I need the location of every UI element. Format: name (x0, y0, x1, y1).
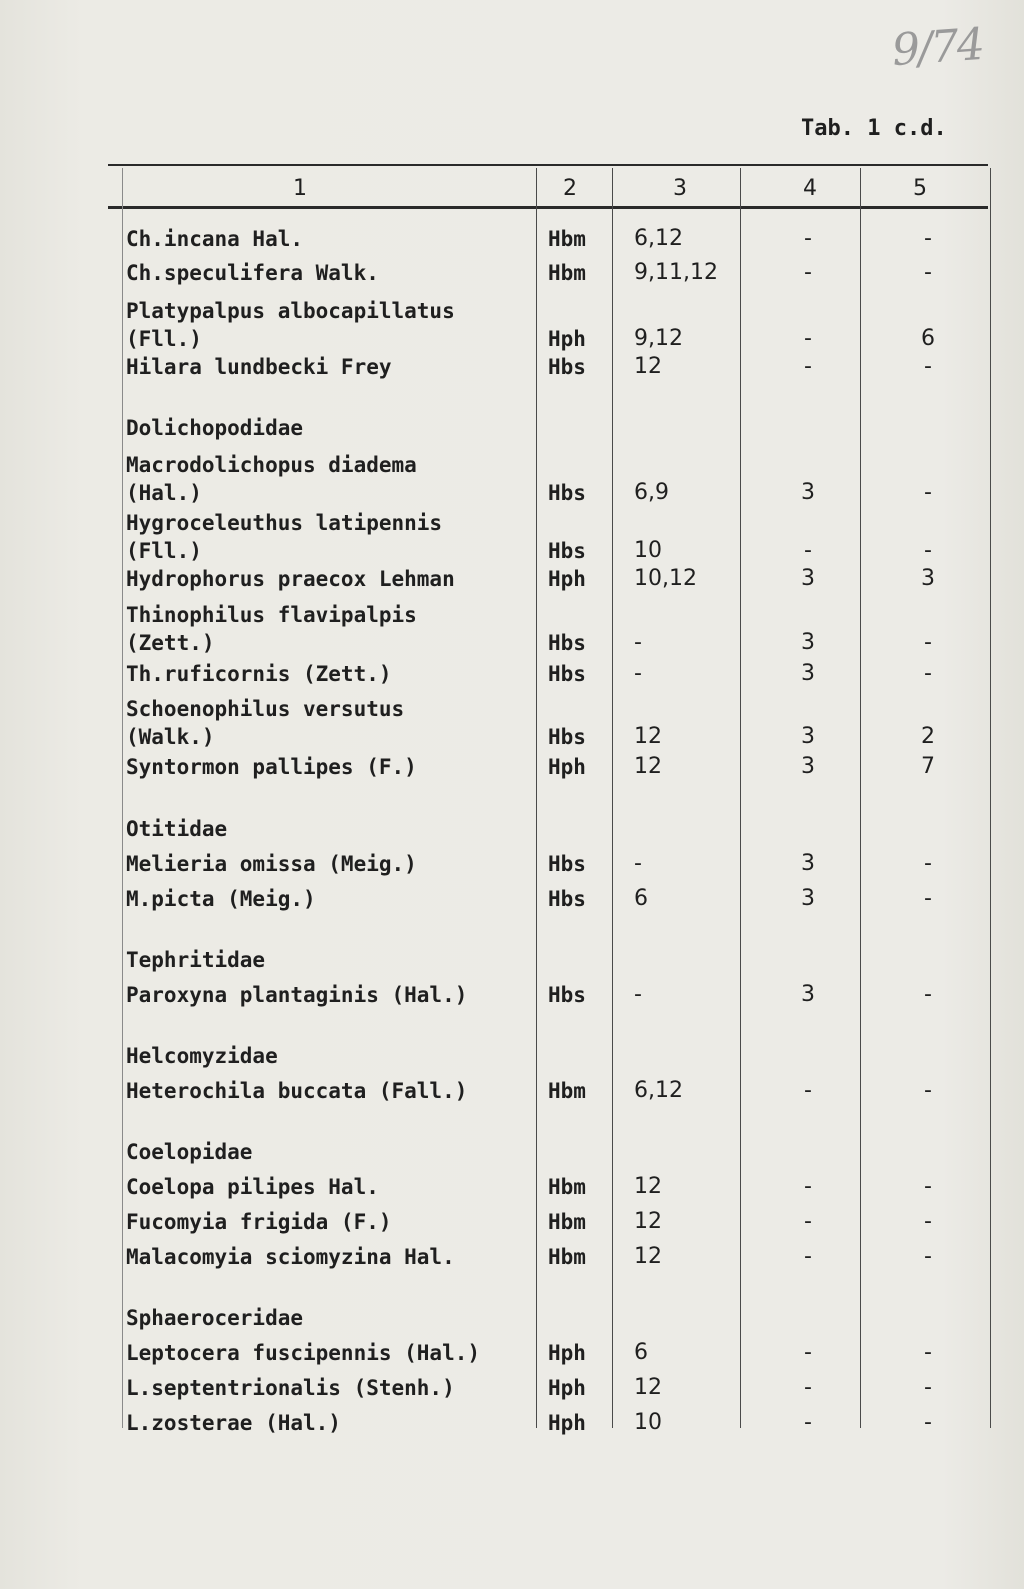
species-name: Thinophilus flavipalpis (126, 603, 417, 627)
column-5-value: 3 (921, 566, 935, 591)
months-value: 6 (634, 886, 648, 911)
family-heading: Helcomyzidae (126, 1044, 278, 1068)
column-5-value: - (924, 1209, 932, 1234)
column-header-1: 1 (293, 176, 307, 201)
column-4-value: - (804, 538, 812, 563)
column-4-value: 3 (801, 661, 815, 686)
column-4-value: - (804, 326, 812, 351)
species-name: Hygroceleuthus latipennis (126, 511, 443, 535)
species-name: Th.ruficornis (Zett.) (126, 662, 392, 686)
species-name: M.picta (Meig.) (126, 887, 316, 911)
column-4-value: 3 (801, 724, 815, 749)
column-5-value: - (924, 1174, 932, 1199)
family-heading: Coelopidae (126, 1140, 253, 1164)
column-4-value: 3 (801, 480, 815, 505)
habitat-code: Hbm (548, 227, 586, 251)
species-name: Heterochila buccata (Fall.) (126, 1079, 468, 1103)
species-name: Ch.speculifera Walk. (126, 261, 379, 285)
column-header-4: 4 (803, 176, 817, 201)
months-value: 12 (634, 724, 662, 749)
table-caption: Tab. 1 c.d. (801, 116, 947, 141)
column-divider-right (990, 168, 991, 1428)
table-header-rule (108, 206, 988, 209)
habitat-code: Hph (548, 327, 586, 351)
months-value: 9,11,12 (634, 260, 718, 285)
months-value: - (634, 661, 642, 686)
species-name: L.septentrionalis (Stenh.) (126, 1376, 455, 1400)
column-4-value: 3 (801, 886, 815, 911)
column-5-value: - (924, 630, 932, 655)
species-name: Macrodolichopus diadema (126, 453, 417, 477)
months-value: - (634, 851, 642, 876)
months-value: 6 (634, 1340, 648, 1365)
months-value: - (634, 630, 642, 655)
column-4-value: - (804, 1209, 812, 1234)
column-5-value: 6 (921, 326, 935, 351)
habitat-code: Hph (548, 1376, 586, 1400)
habitat-code: Hbm (548, 1245, 586, 1269)
column-5-value: - (924, 538, 932, 563)
habitat-code: Hbm (548, 261, 586, 285)
table-top-rule (108, 164, 988, 166)
column-4-value: - (804, 260, 812, 285)
column-divider-2 (612, 168, 613, 1428)
column-5-value: - (924, 1410, 932, 1435)
habitat-code: Hbs (548, 631, 586, 655)
column-5-value: - (924, 1340, 932, 1365)
column-4-value: - (804, 1174, 812, 1199)
months-value: 6,9 (634, 480, 669, 505)
species-name: Leptocera fuscipennis (Hal.) (126, 1341, 481, 1365)
handwritten-page-number: 9/74 (890, 18, 985, 77)
column-5-value: - (924, 1375, 932, 1400)
column-divider-4 (860, 168, 861, 1428)
months-value: 6,12 (634, 1078, 683, 1103)
habitat-code: Hph (548, 1341, 586, 1365)
months-value: 12 (634, 354, 662, 379)
column-5-value: - (924, 480, 932, 505)
column-4-value: - (804, 1375, 812, 1400)
column-5-value: - (924, 354, 932, 379)
column-header-2: 2 (563, 176, 577, 201)
months-value: 12 (634, 1209, 662, 1234)
months-value: 12 (634, 754, 662, 779)
column-4-value: 3 (801, 630, 815, 655)
column-4-value: - (804, 354, 812, 379)
habitat-code: Hbm (548, 1079, 586, 1103)
habitat-code: Hbs (548, 539, 586, 563)
months-value: 10 (634, 1410, 662, 1435)
months-value: 12 (634, 1174, 662, 1199)
family-heading: Otitidae (126, 817, 228, 841)
months-value: 10,12 (634, 566, 697, 591)
column-4-value: 3 (801, 566, 815, 591)
column-5-value: - (924, 226, 932, 251)
habitat-code: Hph (548, 755, 586, 779)
column-5-value: - (924, 982, 932, 1007)
column-5-value: - (924, 851, 932, 876)
habitat-code: Hph (548, 567, 586, 591)
species-author: (Walk.) (126, 725, 215, 749)
species-name: Platypalpus albocapillatus (126, 299, 455, 323)
column-5-value: - (924, 1078, 932, 1103)
species-author: (Hal.) (126, 481, 202, 505)
column-5-value: - (924, 661, 932, 686)
column-divider-1 (536, 168, 537, 1428)
column-5-value: - (924, 260, 932, 285)
months-value: - (634, 982, 642, 1007)
column-4-value: 3 (801, 851, 815, 876)
species-name: Syntormon pallipes (F.) (126, 755, 417, 779)
species-name: Malacomyia sciomyzina Hal. (126, 1245, 455, 1269)
habitat-code: Hbs (548, 355, 586, 379)
months-value: 12 (634, 1375, 662, 1400)
species-name: L.zosterae (Hal.) (126, 1411, 341, 1435)
family-heading: Dolichopodidae (126, 416, 304, 440)
species-author: (Fll.) (126, 539, 202, 563)
species-author: (Zett.) (126, 631, 215, 655)
column-5-value: 7 (921, 754, 935, 779)
months-value: 9,12 (634, 326, 683, 351)
column-4-value: - (804, 1244, 812, 1269)
habitat-code: Hbm (548, 1210, 586, 1234)
species-name: Coelopa pilipes Hal. (126, 1175, 379, 1199)
column-4-value: - (804, 1078, 812, 1103)
species-name: Paroxyna plantaginis (Hal.) (126, 983, 468, 1007)
species-name: Hydrophorus praecox Lehman (126, 567, 455, 591)
habitat-code: Hbs (548, 852, 586, 876)
months-value: 6,12 (634, 226, 683, 251)
species-name: Fucomyia frigida (F.) (126, 1210, 392, 1234)
habitat-code: Hbs (548, 481, 586, 505)
column-4-value: - (804, 1340, 812, 1365)
column-header-3: 3 (673, 176, 687, 201)
species-author: (Fll.) (126, 327, 202, 351)
family-heading: Tephritidae (126, 948, 266, 972)
family-heading: Sphaeroceridae (126, 1306, 304, 1330)
habitat-code: Hbs (548, 983, 586, 1007)
habitat-code: Hbs (548, 662, 586, 686)
habitat-code: Hbm (548, 1175, 586, 1199)
months-value: 12 (634, 1244, 662, 1269)
months-value: 10 (634, 538, 662, 563)
column-header-5: 5 (913, 176, 927, 201)
column-4-value: - (804, 1410, 812, 1435)
habitat-code: Hph (548, 1411, 586, 1435)
column-5-value: 2 (921, 724, 935, 749)
habitat-code: Hbs (548, 887, 586, 911)
species-name: Hilara lundbecki Frey (126, 355, 392, 379)
species-name: Schoenophilus versutus (126, 697, 405, 721)
column-4-value: 3 (801, 754, 815, 779)
column-5-value: - (924, 886, 932, 911)
column-divider-left (122, 168, 123, 1428)
column-divider-3 (740, 168, 741, 1428)
column-4-value: - (804, 226, 812, 251)
species-name: Ch.incana Hal. (126, 227, 304, 251)
column-5-value: - (924, 1244, 932, 1269)
column-4-value: 3 (801, 982, 815, 1007)
habitat-code: Hbs (548, 725, 586, 749)
species-name: Melieria omissa (Meig.) (126, 852, 417, 876)
